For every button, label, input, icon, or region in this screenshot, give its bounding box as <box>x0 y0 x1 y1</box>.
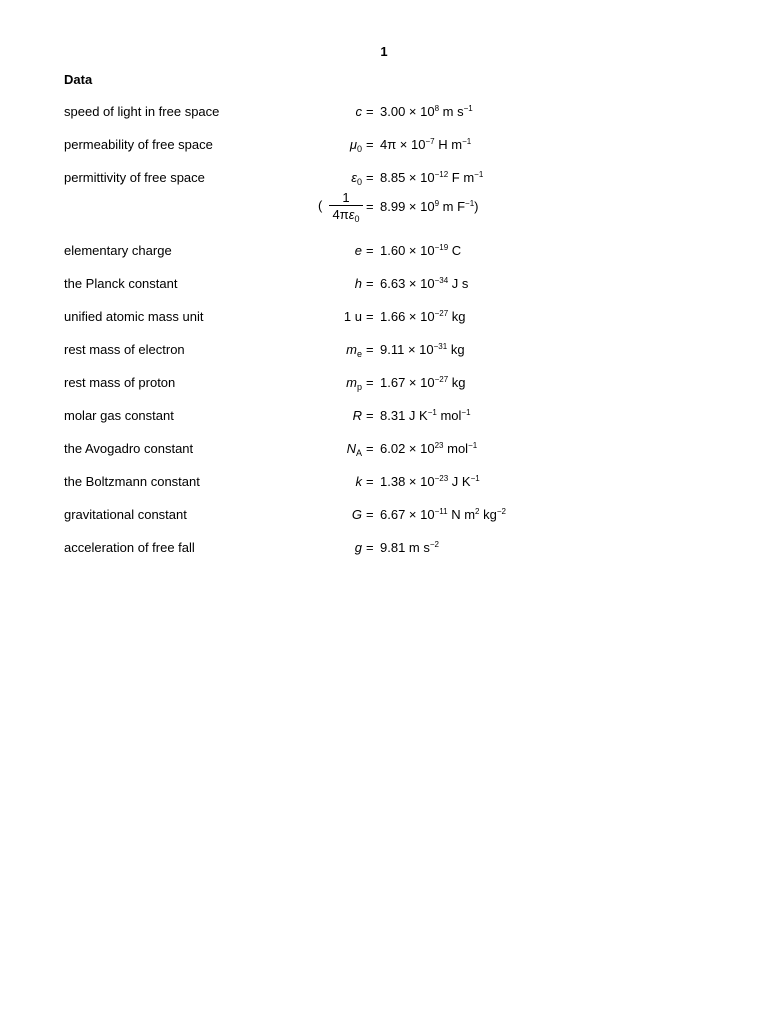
constant-row-electron-mass <box>0 342 768 362</box>
fraction-numerator: 1 <box>342 190 350 205</box>
constant-value: $1.60 \times 10^{-19}$ C <box>380 243 462 258</box>
constant-value: $1.66 \times 10^{-27}$ kg <box>380 309 466 324</box>
equals-sign: = <box>366 199 374 214</box>
constant-value: $9.11 \times 10^{-31}$ kg <box>380 342 465 357</box>
equals-sign: = <box>366 408 374 423</box>
constant-symbol: h <box>354 276 362 291</box>
constant-label: permeability of free space <box>64 137 213 152</box>
constant-value: $6.02 \times 10^{23}$ mol$^{-1}$ <box>380 441 478 456</box>
constant-row-free-fall <box>0 540 768 560</box>
constant-symbol: $\varepsilon_0$ <box>351 170 362 187</box>
constant-label: acceleration of free fall <box>64 540 195 555</box>
constant-row-atomic-mass-unit <box>0 309 768 329</box>
constant-value: $3.00 \times 10^8$ m $s^{-1}$ <box>380 104 473 119</box>
constant-value: $8.99 \times 10^9$ m $F^{-1}$) <box>380 199 479 214</box>
constant-row-proton-mass <box>0 375 768 395</box>
equals-sign: = <box>366 243 374 258</box>
constant-row-molar-gas <box>0 408 768 428</box>
constant-value: $8.85 \times 10^{-12}$ F $m^{-1}$ <box>380 170 484 185</box>
constant-row-coulomb-factor <box>0 199 768 219</box>
constant-row-speed-of-light <box>0 104 768 124</box>
constant-label: speed of light in free space <box>64 104 220 119</box>
constant-value: $4\pi \times 10^{-7}$ H $m^{-1}$ <box>380 137 472 152</box>
constant-value: $6.63 \times 10^{-34}$ J s <box>380 276 469 291</box>
equals-sign: = <box>366 309 374 324</box>
constant-symbol: $N_A$ <box>346 441 362 458</box>
constant-row-elementary-charge <box>0 243 768 263</box>
open-paren: ( <box>318 198 323 213</box>
equals-sign: = <box>366 507 374 522</box>
equals-sign: = <box>366 137 374 152</box>
equals-sign: = <box>366 104 374 119</box>
constant-row-avogadro <box>0 441 768 461</box>
constant-symbol: G <box>351 507 362 522</box>
constant-label: rest mass of proton <box>64 375 176 390</box>
data-heading: Data <box>64 72 93 87</box>
constant-symbol: e <box>354 243 362 258</box>
constant-value: $6.67 \times 10^{-11}$ N $m^2$ $kg^{-2}$ <box>380 507 506 522</box>
constant-value: 9.81 m $s^{-2}$ <box>380 540 439 555</box>
equals-sign: = <box>366 276 374 291</box>
constant-value: 8.31 J $K^{-1}$ mol$^{-1}$ <box>380 408 471 423</box>
constant-label: rest mass of electron <box>64 342 185 357</box>
constant-symbol: k <box>355 474 362 489</box>
constant-symbol: c <box>355 104 362 119</box>
constant-label: the Boltzmann constant <box>64 474 200 489</box>
constant-symbol: $\mu_0$ <box>349 137 362 154</box>
constant-row-gravitational <box>0 507 768 527</box>
constant-label: permittivity of free space <box>64 170 205 185</box>
constant-label: molar gas constant <box>64 408 174 423</box>
constant-value: $1.38 \times 10^{-23}$ J $K^{-1}$ <box>380 474 480 489</box>
equals-sign: = <box>366 474 374 489</box>
constant-symbol: $m_e$ <box>346 342 362 359</box>
constant-symbol: R <box>352 408 362 423</box>
constant-symbol: g <box>354 540 362 555</box>
constant-row-permittivity <box>0 170 768 190</box>
fraction-denominator: $4\pi\varepsilon_0$ <box>332 207 360 224</box>
constant-row-permeability <box>0 137 768 157</box>
constant-label: elementary charge <box>64 243 172 258</box>
equals-sign: = <box>366 441 374 456</box>
constant-label: unified atomic mass unit <box>64 309 204 324</box>
constant-symbol: 1 u <box>343 309 362 324</box>
constant-label: gravitational constant <box>64 507 187 522</box>
equals-sign: = <box>366 375 374 390</box>
constant-label: the Planck constant <box>64 276 178 291</box>
equals-sign: = <box>366 540 374 555</box>
constant-row-planck <box>0 276 768 296</box>
equals-sign: = <box>366 342 374 357</box>
equals-sign: = <box>366 170 374 185</box>
constant-value: $1.67 \times 10^{-27}$ kg <box>380 375 466 390</box>
constant-row-boltzmann <box>0 474 768 494</box>
constant-label: the Avogadro constant <box>64 441 194 456</box>
page-number: 1 <box>380 44 388 59</box>
constant-symbol: $m_p$ <box>346 375 362 392</box>
